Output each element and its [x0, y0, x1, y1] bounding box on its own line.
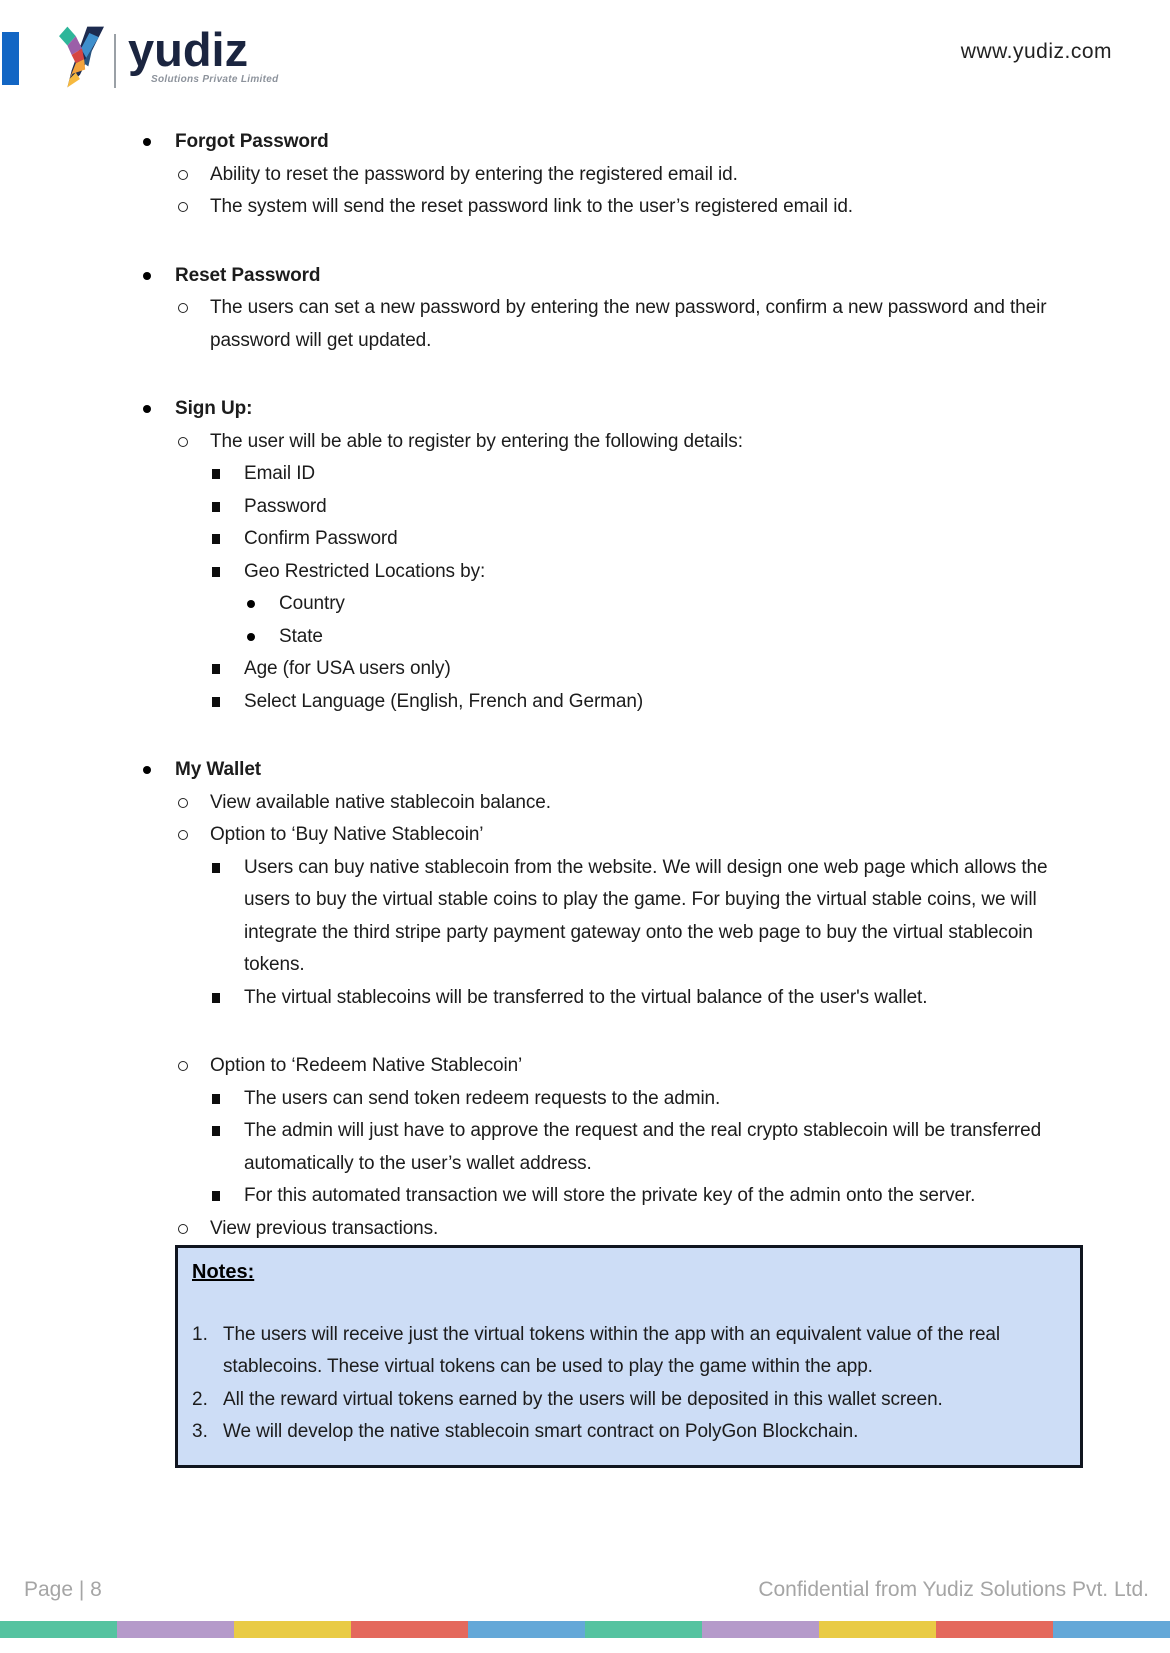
- brand-block: [128, 23, 279, 85]
- brand-tagline: Solutions Private Limited: [151, 74, 279, 85]
- list-item-text: Ability to reset the password by entering the registered email id.: [210, 163, 738, 185]
- circle-bullet-icon: [178, 170, 188, 180]
- square-bullet-icon: [212, 697, 220, 707]
- list-item-text: Age (for USA users only): [244, 658, 451, 679]
- disc-bullet-icon: [247, 600, 255, 608]
- circle-bullet-icon: [178, 798, 188, 808]
- list-item-text: Forgot Password: [175, 131, 329, 152]
- list-item: [143, 191, 1083, 224]
- list-item: [143, 260, 1083, 293]
- stripe-segment: [819, 1621, 936, 1638]
- stripe-segment: [117, 1621, 234, 1638]
- list-item-text: State: [279, 625, 323, 647]
- disc-bullet-icon: [143, 138, 151, 146]
- square-bullet-icon: [212, 502, 220, 512]
- list-item-text: Confirm Password: [244, 528, 398, 549]
- list-item: [143, 159, 1083, 192]
- list-item: [143, 1115, 1083, 1180]
- stripe-segment: [351, 1621, 468, 1638]
- disc-bullet-icon: [247, 633, 255, 641]
- list-item: [143, 458, 1083, 491]
- circle-bullet-icon: [178, 437, 188, 447]
- disc-bullet-icon: [143, 405, 151, 413]
- disc-bullet-icon: [143, 766, 151, 774]
- note-number: 2.: [192, 1388, 208, 1410]
- list-item: [143, 621, 1083, 654]
- list-item-text: Option to ‘Buy Native Stablecoin’: [210, 824, 484, 845]
- note-text: All the reward virtual tokens earned by the users will be deposited in this wallet screen.: [223, 1388, 943, 1410]
- stripe-segment: [936, 1621, 1053, 1638]
- square-bullet-icon: [212, 993, 220, 1003]
- footer-color-stripe: [0, 1621, 1170, 1638]
- list-item-text: The virtual stablecoins will be transferred to the virtual balance of the user's wallet.: [244, 986, 928, 1008]
- list-item: [143, 491, 1083, 524]
- square-bullet-icon: [212, 664, 220, 674]
- list-item: [143, 556, 1083, 589]
- list-item: [143, 1083, 1083, 1116]
- list-item-text: Option to ‘Redeem Native Stablecoin’: [210, 1055, 523, 1076]
- note-text: We will develop the native stablecoin smart contract on PolyGon Blockchain.: [223, 1421, 859, 1442]
- circle-bullet-icon: [178, 303, 188, 313]
- list-item: [143, 126, 1083, 159]
- note-number: 1.: [192, 1323, 208, 1345]
- list-item-text: View available native stablecoin balance.: [210, 791, 551, 813]
- circle-bullet-icon: [178, 1224, 188, 1234]
- list-item: [143, 588, 1083, 621]
- yudiz-logo-icon: [58, 26, 104, 88]
- list-item-text: The system will send the reset password link to the user’s registered email id.: [210, 196, 853, 217]
- stripe-segment: [702, 1621, 819, 1638]
- square-bullet-icon: [212, 567, 220, 577]
- stripe-segment: [585, 1621, 702, 1638]
- yudiz-logo: [58, 23, 279, 88]
- stripe-segment: [234, 1621, 351, 1638]
- list-item: [143, 1180, 1083, 1213]
- note-item: [192, 1319, 1060, 1384]
- list-item-text: Email ID: [244, 463, 315, 484]
- list-item-text: The users can send token redeem requests to the admin.: [244, 1087, 721, 1109]
- list-item: [143, 523, 1083, 556]
- list-item-text: Country: [279, 593, 345, 614]
- list-item-text: Sign Up:: [175, 398, 253, 419]
- square-bullet-icon: [212, 863, 220, 873]
- website-url: www.yudiz.com: [960, 40, 1112, 63]
- list-item-text: Users can buy native stablecoin from the website. We will design one web page which allows the users to buy the virtual stable coins to play the game. For buying the virtual stable coins, we will integrate the third stripe party payment gateway onto the web page to buy the virtual stablecoin tokens.: [244, 856, 1048, 975]
- list-item: [143, 982, 1083, 1015]
- list-item-text: Select Language (English, French and German): [244, 690, 644, 712]
- circle-bullet-icon: [178, 202, 188, 212]
- list-item: [143, 653, 1083, 686]
- square-bullet-icon: [212, 1126, 220, 1136]
- list-item-text: Reset Password: [175, 264, 321, 286]
- list-item: [143, 819, 1083, 852]
- square-bullet-icon: [212, 1094, 220, 1104]
- list-item: [143, 292, 1083, 357]
- square-bullet-icon: [212, 534, 220, 544]
- stripe-segment: [1053, 1621, 1170, 1638]
- list-item: [143, 426, 1083, 459]
- note-number: 3.: [192, 1421, 208, 1442]
- notes-box: [175, 1245, 1083, 1468]
- list-item-text: The users can set a new password by entering the new password, confirm a new password and their password will get updated.: [210, 297, 1047, 351]
- notes-spacer: [192, 1289, 1060, 1319]
- list-item: [143, 1050, 1083, 1083]
- square-bullet-icon: [212, 469, 220, 479]
- list-item: [143, 787, 1083, 820]
- notes-title: Notes:: [192, 1261, 255, 1283]
- note-item: [192, 1416, 1060, 1449]
- circle-bullet-icon: [178, 1061, 188, 1071]
- circle-bullet-icon: [178, 830, 188, 840]
- list-item: [143, 686, 1083, 719]
- header-accent-bar: [2, 32, 19, 85]
- list-item-text: For this automated transaction we will store the private key of the admin onto the server.: [244, 1185, 976, 1206]
- note-text: The users will receive just the virtual tokens within the app with an equivalent value of the real stablecoins. These virtual tokens can be used to play the game within the app.: [223, 1323, 1001, 1377]
- list-item-text: Geo Restricted Locations by:: [244, 560, 486, 582]
- list-item: [143, 754, 1083, 787]
- list-item-text: My Wallet: [175, 759, 262, 780]
- list-item-text: The admin will just have to approve the request and the real crypto stablecoin will be transferred automatically to the user’s wallet address.: [244, 1120, 1042, 1174]
- stripe-segment: [468, 1621, 585, 1638]
- list-item-text: The user will be able to register by entering the following details:: [210, 430, 743, 452]
- list-item-text: Password: [244, 495, 327, 517]
- square-bullet-icon: [212, 1191, 220, 1201]
- content-list: [143, 126, 1083, 1468]
- confidential-note: Confidential from Yudiz Solutions Pvt. Ltd.: [758, 1578, 1149, 1601]
- stripe-segment: [0, 1621, 117, 1638]
- list-item-text: View previous transactions.: [210, 1217, 439, 1239]
- list-item: [143, 1213, 1083, 1246]
- list-item: [143, 852, 1083, 982]
- logo-divider: [114, 34, 116, 88]
- brand-name: yudiz: [128, 23, 249, 76]
- disc-bullet-icon: [143, 272, 151, 280]
- page-number: Page | 8: [24, 1578, 102, 1601]
- list-item: [143, 393, 1083, 426]
- note-item: [192, 1384, 1060, 1417]
